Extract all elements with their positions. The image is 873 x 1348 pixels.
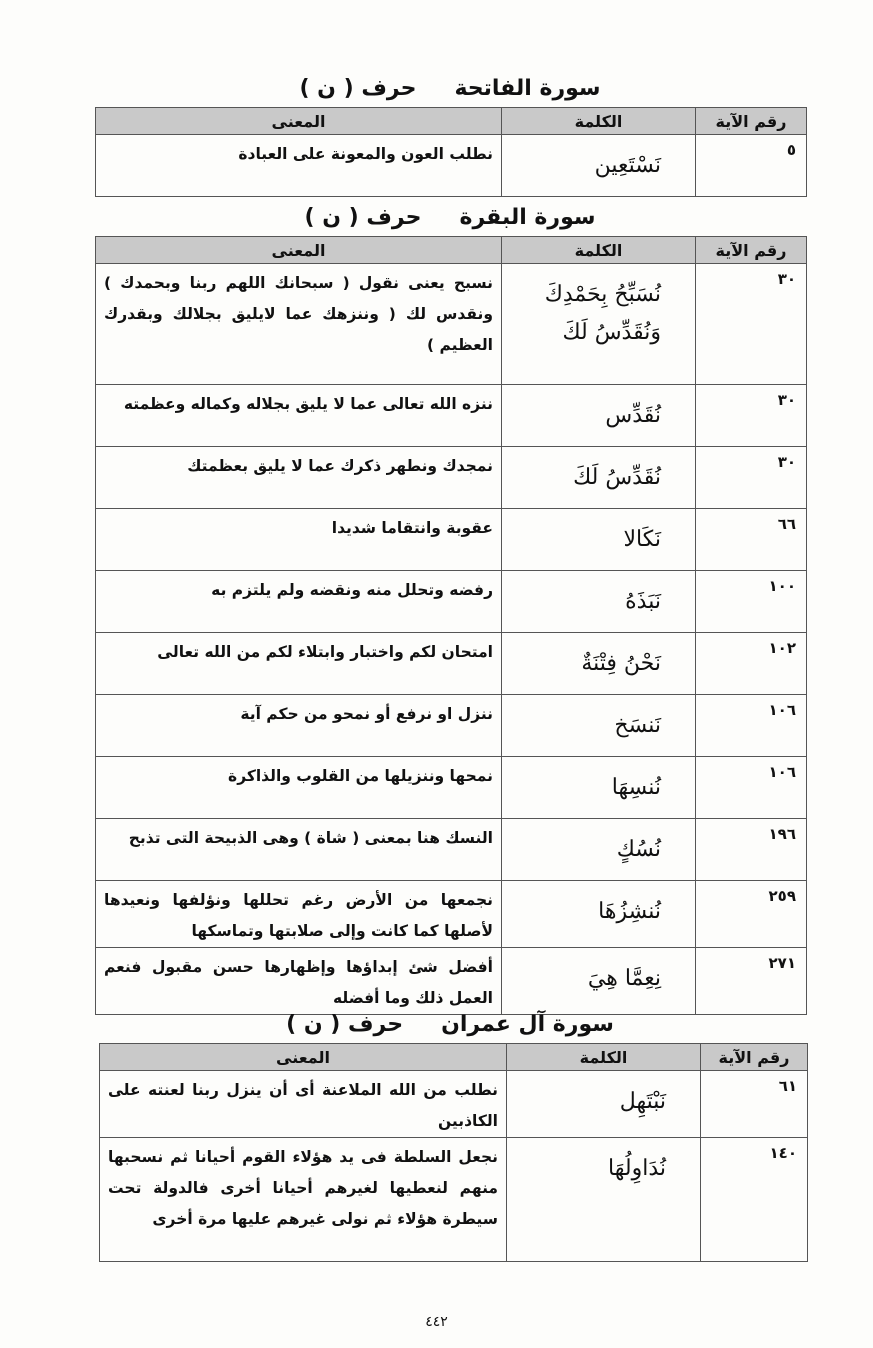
- words-table-baqara: [95, 236, 807, 1015]
- verse-number: ٣٠: [696, 385, 807, 447]
- words-table-al-imran: [99, 1043, 808, 1262]
- word-meaning: نطلب من الله الملاعنة أى أن ينزل ربنا لعنته على الكاذبين: [100, 1071, 507, 1138]
- letter-label: حرف ( ن ): [299, 76, 417, 101]
- quran-word: نِعِمَّا هِيَ: [502, 948, 696, 1015]
- header-verse-number: رقم الآية: [701, 1044, 808, 1071]
- quran-word: نَحْنُ فِتْنَةٌ: [502, 633, 696, 695]
- header-meaning: المعنى: [96, 237, 502, 264]
- quran-word: نُنشِزُهَا: [502, 881, 696, 948]
- word-meaning: النسك هنا بمعنى ( شاة ) وهى الذبيحة التى تذبح: [96, 819, 502, 881]
- quran-word: نُقَدِّسُ لَكَ: [502, 447, 696, 509]
- table-header-row: [96, 108, 807, 135]
- header-meaning: المعنى: [96, 108, 502, 135]
- table-row: [96, 385, 807, 447]
- table-row: [96, 819, 807, 881]
- header-meaning: المعنى: [100, 1044, 507, 1071]
- quran-word: نَكَالا: [502, 509, 696, 571]
- section-title-fatiha: [95, 72, 805, 106]
- word-meaning: نمجدك ونطهر ذكرك عما لا يليق بعظمتك: [96, 447, 502, 509]
- word-meaning: عقوبة وانتقاما شديدا: [96, 509, 502, 571]
- verse-number: ١٩٦: [696, 819, 807, 881]
- verse-number: ١٠٦: [696, 695, 807, 757]
- table-row: [96, 571, 807, 633]
- surah-name: سورة آل عمران: [441, 1012, 614, 1037]
- word-meaning: نسبح يعنى نقول ( سبحانك اللهم ربنا وبحمدك ) ونقدس لك ( وننزهك عما لايليق بجلالك وبقدرك العظيم ): [96, 264, 502, 385]
- table-row: [96, 695, 807, 757]
- word-meaning: نمحها وننزيلها من القلوب والذاكرة: [96, 757, 502, 819]
- section-title-al-imran: [95, 1008, 805, 1042]
- quran-word: نُنسِهَا: [502, 757, 696, 819]
- table-row: [96, 509, 807, 571]
- table-row: [96, 264, 807, 385]
- verse-number: ٣٠: [696, 447, 807, 509]
- header-word: الكلمة: [502, 108, 696, 135]
- verse-number: ٢٧١: [696, 948, 807, 1015]
- word-meaning: ننزل او نرفع أو نمحو من حكم آية: [96, 695, 502, 757]
- table-row: [100, 1138, 808, 1262]
- surah-name: سورة البقرة: [459, 205, 596, 230]
- table-row: [96, 881, 807, 948]
- header-verse-number: رقم الآية: [696, 108, 807, 135]
- surah-name: سورة الفاتحة: [454, 76, 601, 101]
- table-row: [96, 757, 807, 819]
- words-table-fatiha: [95, 107, 807, 197]
- quran-word: نَسْتَعِين: [502, 135, 696, 197]
- quran-word: نَبْتَهِل: [507, 1071, 701, 1138]
- header-word: الكلمة: [507, 1044, 701, 1071]
- verse-number: ٥: [696, 135, 807, 197]
- verse-number: ٦١: [701, 1071, 808, 1138]
- letter-label: حرف ( ن ): [304, 205, 422, 230]
- word-meaning: أفضل شئ إبداؤها وإظهارها حسن مقبول فنعم العمل ذلك وما أفضله: [96, 948, 502, 1015]
- verse-number: ٦٦: [696, 509, 807, 571]
- header-word: الكلمة: [502, 237, 696, 264]
- table-row: [100, 1071, 808, 1138]
- page-number: ٤٤٢: [425, 1314, 448, 1330]
- section-title-baqara: [95, 201, 805, 235]
- verse-number: ٢٥٩: [696, 881, 807, 948]
- table-header-row: [100, 1044, 808, 1071]
- word-meaning: امتحان لكم واختبار وابتلاء لكم من الله تعالى: [96, 633, 502, 695]
- table-row: [96, 447, 807, 509]
- word-meaning: رفضه وتحلل منه ونقضه ولم يلتزم به: [96, 571, 502, 633]
- word-meaning: نجمعها من الأرض رغم تحللها ونؤلفها ونعيدها لأصلها كما كانت وإلى صلابتها وتماسكها: [96, 881, 502, 948]
- quran-word: نُدَاوِلُهَا: [507, 1138, 701, 1262]
- quran-word: نُسَبِّحُ بِحَمْدِكَ وَنُقَدِّسُ لَكَ: [502, 264, 696, 385]
- header-verse-number: رقم الآية: [696, 237, 807, 264]
- quran-word: نُسُكٍ: [502, 819, 696, 881]
- letter-label: حرف ( ن ): [286, 1012, 404, 1037]
- word-meaning: نجعل السلطة فى يد هؤلاء القوم أحيانا ثم نسحبها منهم لنعطيها لغيرهم أحيانا أخرى فالدولة تحت سيطرة هؤلاء ثم نولى غيرهم عليها مرة أخرى: [100, 1138, 507, 1262]
- verse-number: ١٠٢: [696, 633, 807, 695]
- verse-number: ١٠٠: [696, 571, 807, 633]
- verse-number: ٣٠: [696, 264, 807, 385]
- word-meaning: ننزه الله تعالى عما لا يليق بجلاله وكماله وعظمته: [96, 385, 502, 447]
- verse-number: ١٤٠: [701, 1138, 808, 1262]
- verse-number: ١٠٦: [696, 757, 807, 819]
- table-row: [96, 948, 807, 1015]
- table-row: [96, 633, 807, 695]
- table-row: [96, 135, 807, 197]
- table-header-row: [96, 237, 807, 264]
- quran-word: نَبَذَهُ: [502, 571, 696, 633]
- word-meaning: نطلب العون والمعونة على العبادة: [96, 135, 502, 197]
- quran-word: نُقَدِّس: [502, 385, 696, 447]
- quran-word: نَنسَخ: [502, 695, 696, 757]
